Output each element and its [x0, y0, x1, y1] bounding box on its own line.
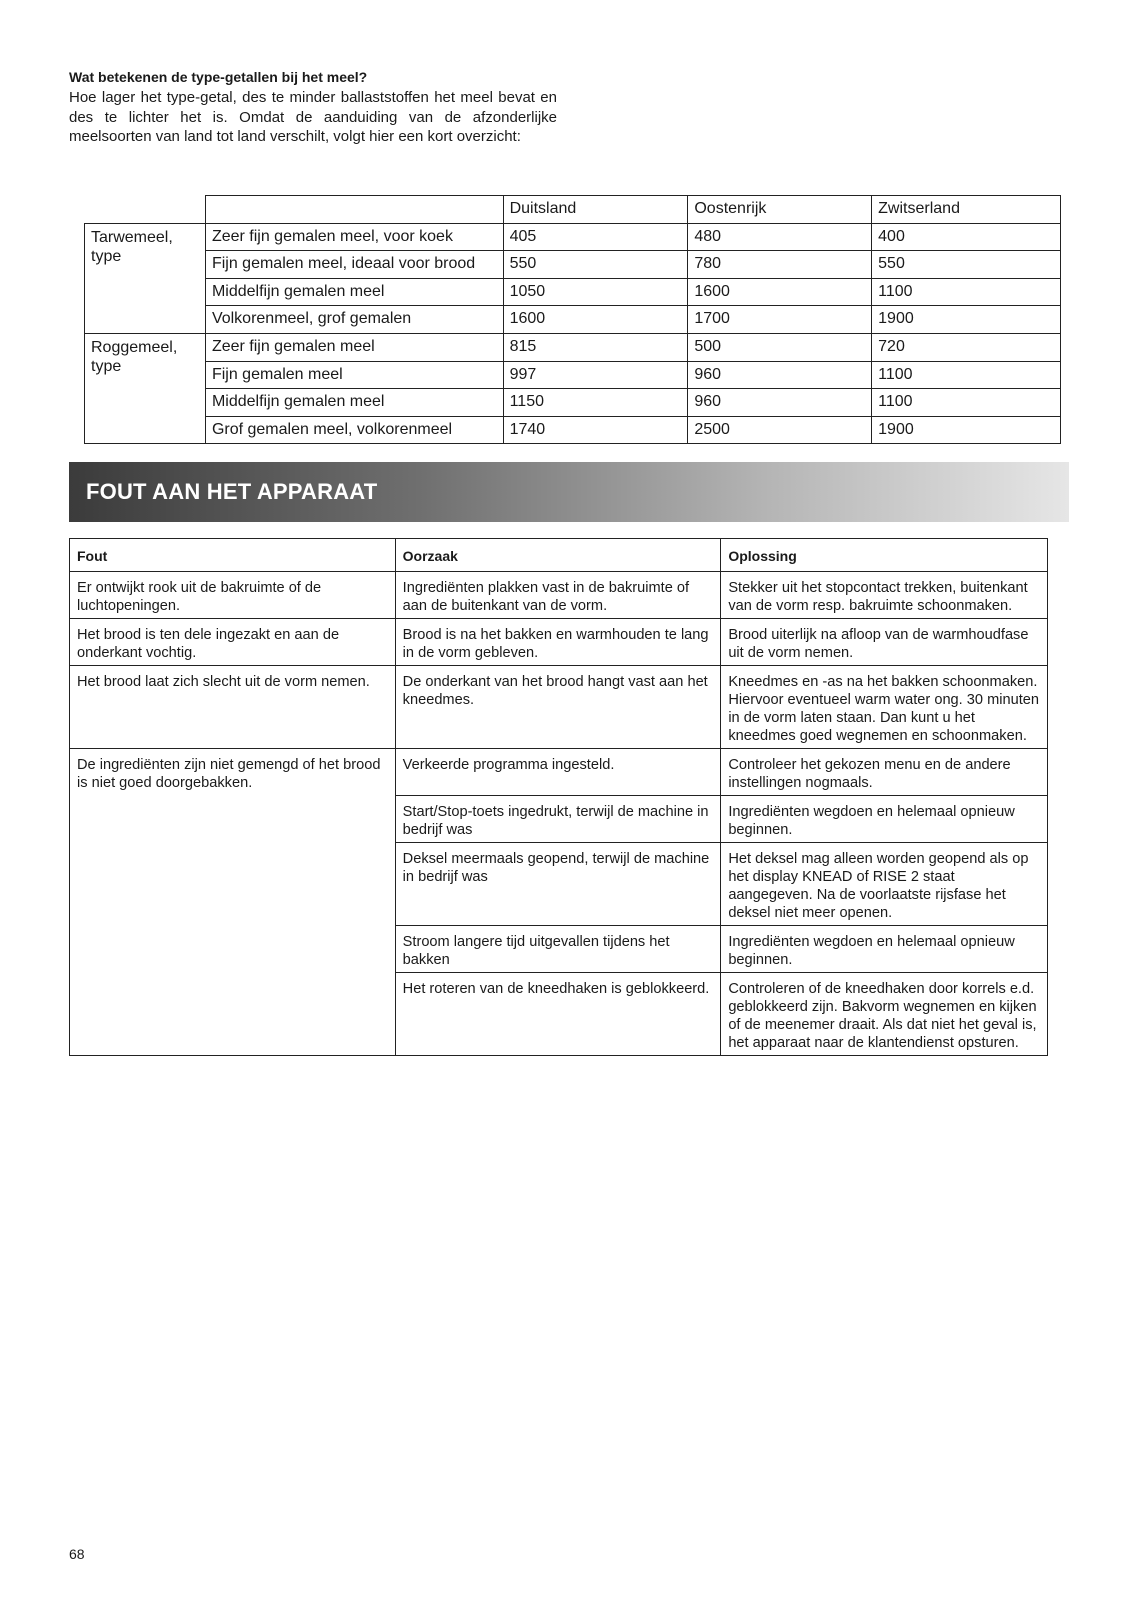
flour-value: 1740: [503, 416, 688, 444]
flour-table-corner: [85, 196, 206, 224]
flour-value: 960: [688, 389, 872, 417]
oorzaak-cell: Het roteren van de kneedhaken is geblokkeerd.: [395, 973, 721, 1056]
oorzaak-cell: Ingrediënten plakken vast in de bakruimte of aan de buitenkant van de vorm.: [395, 572, 721, 619]
flour-value: 1050: [503, 278, 688, 306]
flour-value: 550: [503, 251, 688, 279]
oorzaak-cell: De onderkant van het brood hangt vast aan het kneedmes.: [395, 666, 721, 749]
oplossing-cell: Stekker uit het stopcontact trekken, buitenkant van de vorm resp. bakruimte schoonmaken.: [721, 572, 1048, 619]
oplossing-cell: Het deksel mag alleen worden geopend als op het display KNEAD of RISE 2 staat aangegeven. Na de voorlaatste rijsfase het deksel niet meer openen.: [721, 843, 1048, 926]
flour-value: 1100: [872, 278, 1061, 306]
flour-name: Grof gemalen meel, volkorenmeel: [205, 416, 503, 444]
flour-type-table: [84, 195, 1061, 444]
flour-table-corner-cell: [205, 196, 503, 224]
flour-table-row: [85, 333, 1061, 361]
oplossing-cell: Controleer het gekozen menu en de andere instellingen nogmaals.: [721, 749, 1048, 796]
flour-value: 1600: [688, 278, 872, 306]
oplossing-cell: Ingrediënten wegdoen en helemaal opnieuw beginnen.: [721, 796, 1048, 843]
flour-value: 997: [503, 361, 688, 389]
oorzaak-cell: Brood is na het bakken en warmhouden te lang in de vorm gebleven.: [395, 619, 721, 666]
flour-table-row: [85, 361, 1061, 389]
column-header-duitsland: Duitsland: [503, 196, 688, 224]
flour-value: 1100: [872, 389, 1061, 417]
table-row: [70, 749, 1048, 796]
group-label-tarwemeel: Tarwemeel, type: [85, 223, 206, 333]
group-label-roggemeel: Roggemeel, type: [85, 333, 206, 443]
flour-table-row: [85, 416, 1061, 444]
flour-table-header-row: [85, 196, 1061, 224]
page-number: 68: [69, 1546, 85, 1562]
flour-value: 815: [503, 333, 688, 361]
column-header-zwitserland: Zwitserland: [872, 196, 1061, 224]
troubleshooting-header-row: [70, 539, 1048, 572]
flour-name: Middelfijn gemalen meel: [205, 278, 503, 306]
flour-name: Zeer fijn gemalen meel, voor koek: [205, 223, 503, 251]
section-banner: [69, 462, 1069, 522]
flour-name: Zeer fijn gemalen meel: [205, 333, 503, 361]
flour-value: 480: [688, 223, 872, 251]
oplossing-cell: Brood uiterlijk na afloop van de warmhoudfase uit de vorm nemen.: [721, 619, 1048, 666]
flour-value: 1700: [688, 306, 872, 334]
flour-table-row: [85, 278, 1061, 306]
flour-value: 2500: [688, 416, 872, 444]
flour-value: 1600: [503, 306, 688, 334]
flour-value: 550: [872, 251, 1061, 279]
flour-value: 1900: [872, 306, 1061, 334]
oorzaak-cell: Start/Stop-toets ingedrukt, terwijl de machine in bedrijf was: [395, 796, 721, 843]
fout-cell: Er ontwijkt rook uit de bakruimte of de luchtopeningen.: [70, 572, 396, 619]
section-title: FOUT AAN HET APPARAAT: [86, 479, 378, 504]
flour-value: 400: [872, 223, 1061, 251]
flour-table-row: [85, 389, 1061, 417]
intro-section: [69, 68, 557, 147]
column-header-oostenrijk: Oostenrijk: [688, 196, 872, 224]
flour-value: 1100: [872, 361, 1061, 389]
flour-value: 500: [688, 333, 872, 361]
flour-value: 960: [688, 361, 872, 389]
column-header-fout: Fout: [70, 539, 396, 572]
flour-value: 720: [872, 333, 1061, 361]
column-header-oorzaak: Oorzaak: [395, 539, 721, 572]
oorzaak-cell: Verkeerde programma ingesteld.: [395, 749, 721, 796]
troubleshooting-table: [69, 538, 1048, 1056]
fout-cell: De ingrediënten zijn niet gemengd of het brood is niet goed doorgebakken.: [70, 749, 396, 1056]
flour-value: 1900: [872, 416, 1061, 444]
flour-table-row: [85, 306, 1061, 334]
oplossing-cell: Ingrediënten wegdoen en helemaal opnieuw beginnen.: [721, 926, 1048, 973]
table-row: [70, 619, 1048, 666]
flour-name: Volkorenmeel, grof gemalen: [205, 306, 503, 334]
flour-table-row: [85, 251, 1061, 279]
flour-value: 405: [503, 223, 688, 251]
intro-paragraph: Hoe lager het type-getal, des te minder ballaststoffen het meel bevat en des te lichter het is. Omdat de aanduiding van de afzonderlijke meelsoorten van land tot land verschilt, volgt hier een kort overzicht:: [69, 89, 557, 145]
flour-table-row: [85, 223, 1061, 251]
flour-name: Fijn gemalen meel: [205, 361, 503, 389]
flour-value: 780: [688, 251, 872, 279]
table-row: [70, 666, 1048, 749]
flour-name: Fijn gemalen meel, ideaal voor brood: [205, 251, 503, 279]
column-header-oplossing: Oplossing: [721, 539, 1048, 572]
flour-name: Middelfijn gemalen meel: [205, 389, 503, 417]
oorzaak-cell: Stroom langere tijd uitgevallen tijdens het bakken: [395, 926, 721, 973]
table-row: [70, 572, 1048, 619]
oplossing-cell: Controleren of de kneedhaken door korrels e.d. geblokkeerd zijn. Bakvorm wegnemen en kijken of de meenemer draait. Als dat niet het geval is, het apparaat naar de klantendienst opsturen.: [721, 973, 1048, 1056]
flour-value: 1150: [503, 389, 688, 417]
intro-heading: Wat betekenen de type-getallen bij het meel?: [69, 69, 368, 85]
oorzaak-cell: Deksel meermaals geopend, terwijl de machine in bedrijf was: [395, 843, 721, 926]
fout-cell: Het brood is ten dele ingezakt en aan de onderkant vochtig.: [70, 619, 396, 666]
fout-cell: Het brood laat zich slecht uit de vorm nemen.: [70, 666, 396, 749]
oplossing-cell: Kneedmes en -as na het bakken schoonmaken. Hiervoor eventueel warm water ong. 30 minuten in de vorm laten staan. Dan kunt u het kneedmes goed wegnemen en schoonmaken.: [721, 666, 1048, 749]
